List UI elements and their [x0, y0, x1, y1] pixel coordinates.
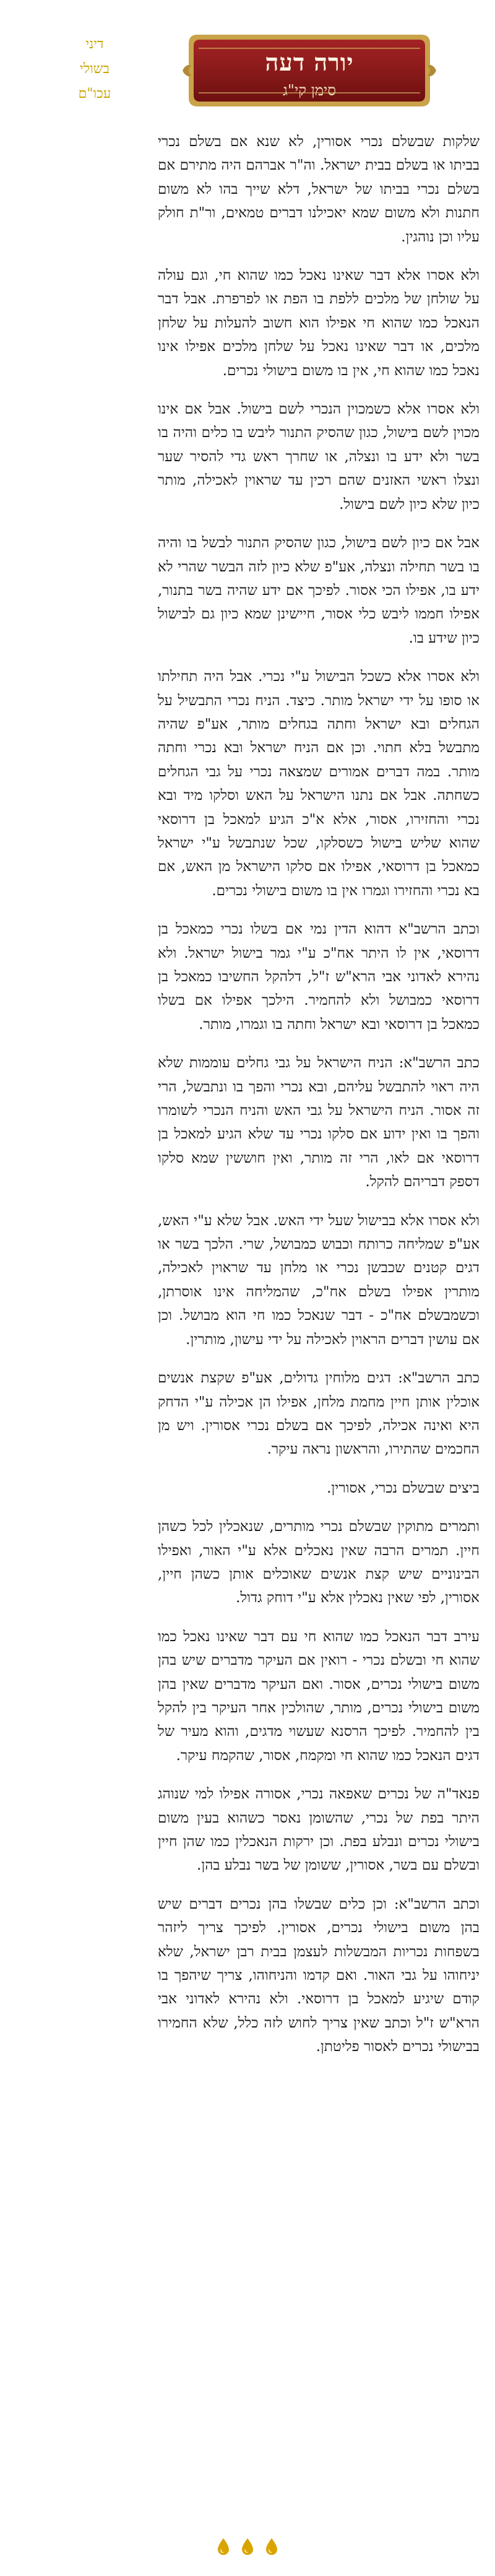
paragraph: ולא אסרו אלא כשמכוין הנכרי לשם בישול. אבל אם אינו מכוין לשם בישול, כגון שהסיק התנור ליבש בו כלים והיה בו בשר ולא ידע בו ונצלה, או שחרך ראש גדי להסיר שער ונצלו ראשי האזנים שהם רכין עד שראוין לאכילה, מותר כיון שלא כיון לשם בישול. — [158, 401, 480, 513]
paragraph: פנאד"ה של נכרים שאפאה נכרי, אסורה אפילו למי שנוהג היתר בפת של נכרי, שהשומן נאסר כשהוא בעין משום בישולי נכרים ונבלע בפת. וכן ירקות הנאכלין כמו שהן חיין ובשלם עם בשר, אסורין, ששומן של בשר נבלע בהן. — [158, 1786, 480, 1874]
header — [0, 31, 495, 124]
side-label-line: דיני — [85, 37, 104, 52]
drop-ornament-icon — [265, 2537, 278, 2558]
page-title: יורה דעה — [265, 48, 354, 76]
paragraph: כתב הרשב"א: הניח הישראל על גבי גחלים עוממות שלא היה ראוי להתבשל עליהם, ובא נכרי והפך בו ונתבשל, הרי זה אסור. הניח הישראל על גבי האש והניח הנכרי לשומרו והפך בו ואין ידוע אם סלקו נכרי עד שלא הגיע למאכל בן דרוסאי אם לאו, הרי זה מותר, ואין חוששין שמא סלקו דספק דבריהם להקל. — [158, 1055, 480, 1190]
page-subtitle: סימן קי"ג — [282, 82, 336, 99]
main-text — [158, 130, 480, 2074]
title-banner — [183, 31, 436, 110]
paragraph: שלקות שבשלם נכרי אסורין, לא שנא אם בשלם נכרי בביתו או בשלם בבית ישראל. וה"ר אברהם היה מתירם אם בשלם נכרי בביתו של ישראל, דלא שייך בהו לא משום חתנות ולא משום שמא יאכילנו דברים טמאים, ור"ת חולק עליו וכן נוהגין. — [158, 134, 480, 245]
side-label-line: עכו"ם — [78, 86, 111, 102]
side-topic-label — [61, 32, 129, 106]
paragraph: ותמרים מתוקין שבשלם נכרי מותרים, שנאכלין לכל כשהן חיין. תמרים הרבה שאין נאכלים אלא ע"י האור, ואפילו הבינוניים שיש קצת אנשים שאוכלים אותן כשהן חיין, אסורין, לפי שאין נאכלין אלא ע"י דוחק גדול. — [158, 1519, 480, 1607]
footer-ornament — [0, 2537, 495, 2562]
paragraph: ולא אסרו אלא כשכל הבישול ע"י נכרי. אבל היה תחילתו או סופו על ידי ישראל מותר. כיצד. הניח נכרי התבשיל על הגחלים ובא ישראל וחתה בגחלים מותר, אע"פ שהיה מתבשל בלא חתוי. וכן אם הניח ישראל ובא נכרי וחתה מותר. במה דברים אמורים שמצאה נכרי על גבי הגחלים כשחתה. אבל אם נתנו הישראל על האש וסלקו מיד ובא נכרי והחזירו, אסור, אלא א"כ הגיע למאכל בן דרוסאי שהוא שליש בישול כשסלקו, שכל שנתבשל ע"י ישראל כמאכל בן דרוסאי, אפילו אם סלקו הישראל מן האש, אם בא נכרי והחזירו וגמרו אין בו משום בישולי נכרים. — [158, 669, 480, 899]
drop-ornament-icon — [241, 2537, 254, 2558]
paragraph: וכתב הרשב"א: וכן כלים שבשלו בהן נכרים דברים שיש בהן משום בישולי נכרים, אסורין. לפיכך צריך ליזהר בשפחות נכריות המבשלות לעצמן בבית רבן ישראל, שלא יניחוהו על גבי האור. ואם קדמו והניחוהו, צריך שיהפך בו קודם שיגיע למאכל בן דרוסאי. ולא נהירא לאדוני אבי הרא"ש ז"ל וכתב שאין צריך לחוש לזה כלל, שלא החמירו בבישולי נכרים לאסור פליטתן. — [158, 1896, 480, 2055]
paragraph: ביצים שבשלם נכרי, אסורין. — [327, 1480, 480, 1496]
paragraph: כתב הרשב"א: דגים מלוחין גדולים, אע"פ שקצת אנשים אוכלין אותן חיין מחמת מלחן, אפילו הן אכילה ע"י הדחק היא ואינה אכילה, לפיכך אם בשלם נכרי אסורין. ויש מן החכמים שהתירו, והראשון נראה עיקר. — [158, 1370, 480, 1458]
paragraph: וכתב הרשב"א דהוא הדין נמי אם בשלו נכרי כמאכל בן דרוסאי, אין לו היתר אח"כ ע"י גמר בישול ישראל. ולא נהירא לאדוני אבי הרא"ש ז"ל, דלהקל החשיבו כמאכל בן דרוסאי כמבושל ולא להחמיר. הילכך אפילו אם בשלו כמאכל בן דרוסאי ובא ישראל וחתה בו וגמרו, מותר. — [158, 921, 480, 1033]
paragraph: אבל אם כיון לשם בישול, כגון שהסיק התנור לבשל בו והיה בו בשר תחילה ונצלה, אע"פ שלא כיון לזה הבשר שהרי לא ידע בו, אפילו הכי אסור. לפיכך אם ידע שהיה בשר בתנור, אפילו חממו ליבש כלי אסור, חיישינן שמא כיון גם לבישול כיון שידע בו. — [158, 535, 480, 646]
paragraph: ולא אסרו אלא בבישול שעל ידי האש. אבל שלא ע"י האש, אע"פ שמליחה כרותח וכבוש כמבושל, שרי. הלכך בשר או דגים קטנים שכבשן נכרי או מלחן עד שראוין לאכילה, מותרין אפילו בשלם אח"כ, שהמליחה אינו אוסרתן, וכשמבשלם אח"כ - דבר שנאכל כמו חי הוא מבושל. וכן אם עושין דברים הראוין לאכילה על ידי עישון, מותרין. — [158, 1212, 480, 1348]
paragraph: עירב דבר הנאכל כמו שהוא חי עם דבר שאינו נאכל כמו שהוא חי ובשלם נכרי - רואין אם העיקר מדברים שיש בהן משום בישולי נכרים, אסור. ואם העיקר מדברים שאין בהן משום בישולי נכרים, מותר, שהולכין אחר העיקר בין להקל בין להחמיר. לפיכך הרסנא שעשוי מדגים, והוא מעיר של דגים הנאכל כמו שהוא חי ומקמח, אסור, שהקמח עיקר. — [158, 1628, 480, 1764]
paragraph: ולא אסרו אלא דבר שאינו נאכל כמו שהוא חי, וגם עולה על שולחן של מלכים ללפת בו הפת או לפרפרת. אבל דבר הנאכל כמו שהוא חי אפילו הוא חשוב להעלות על שלחן מלכים, או דבר שאינו נאכל על שלחן מלכים אפילו אינו נאכל כמו שהוא חי, אין בו משום בישולי נכרים. — [158, 267, 480, 379]
side-label-line: בשולי — [80, 61, 110, 77]
drop-ornament-icon — [217, 2537, 230, 2558]
